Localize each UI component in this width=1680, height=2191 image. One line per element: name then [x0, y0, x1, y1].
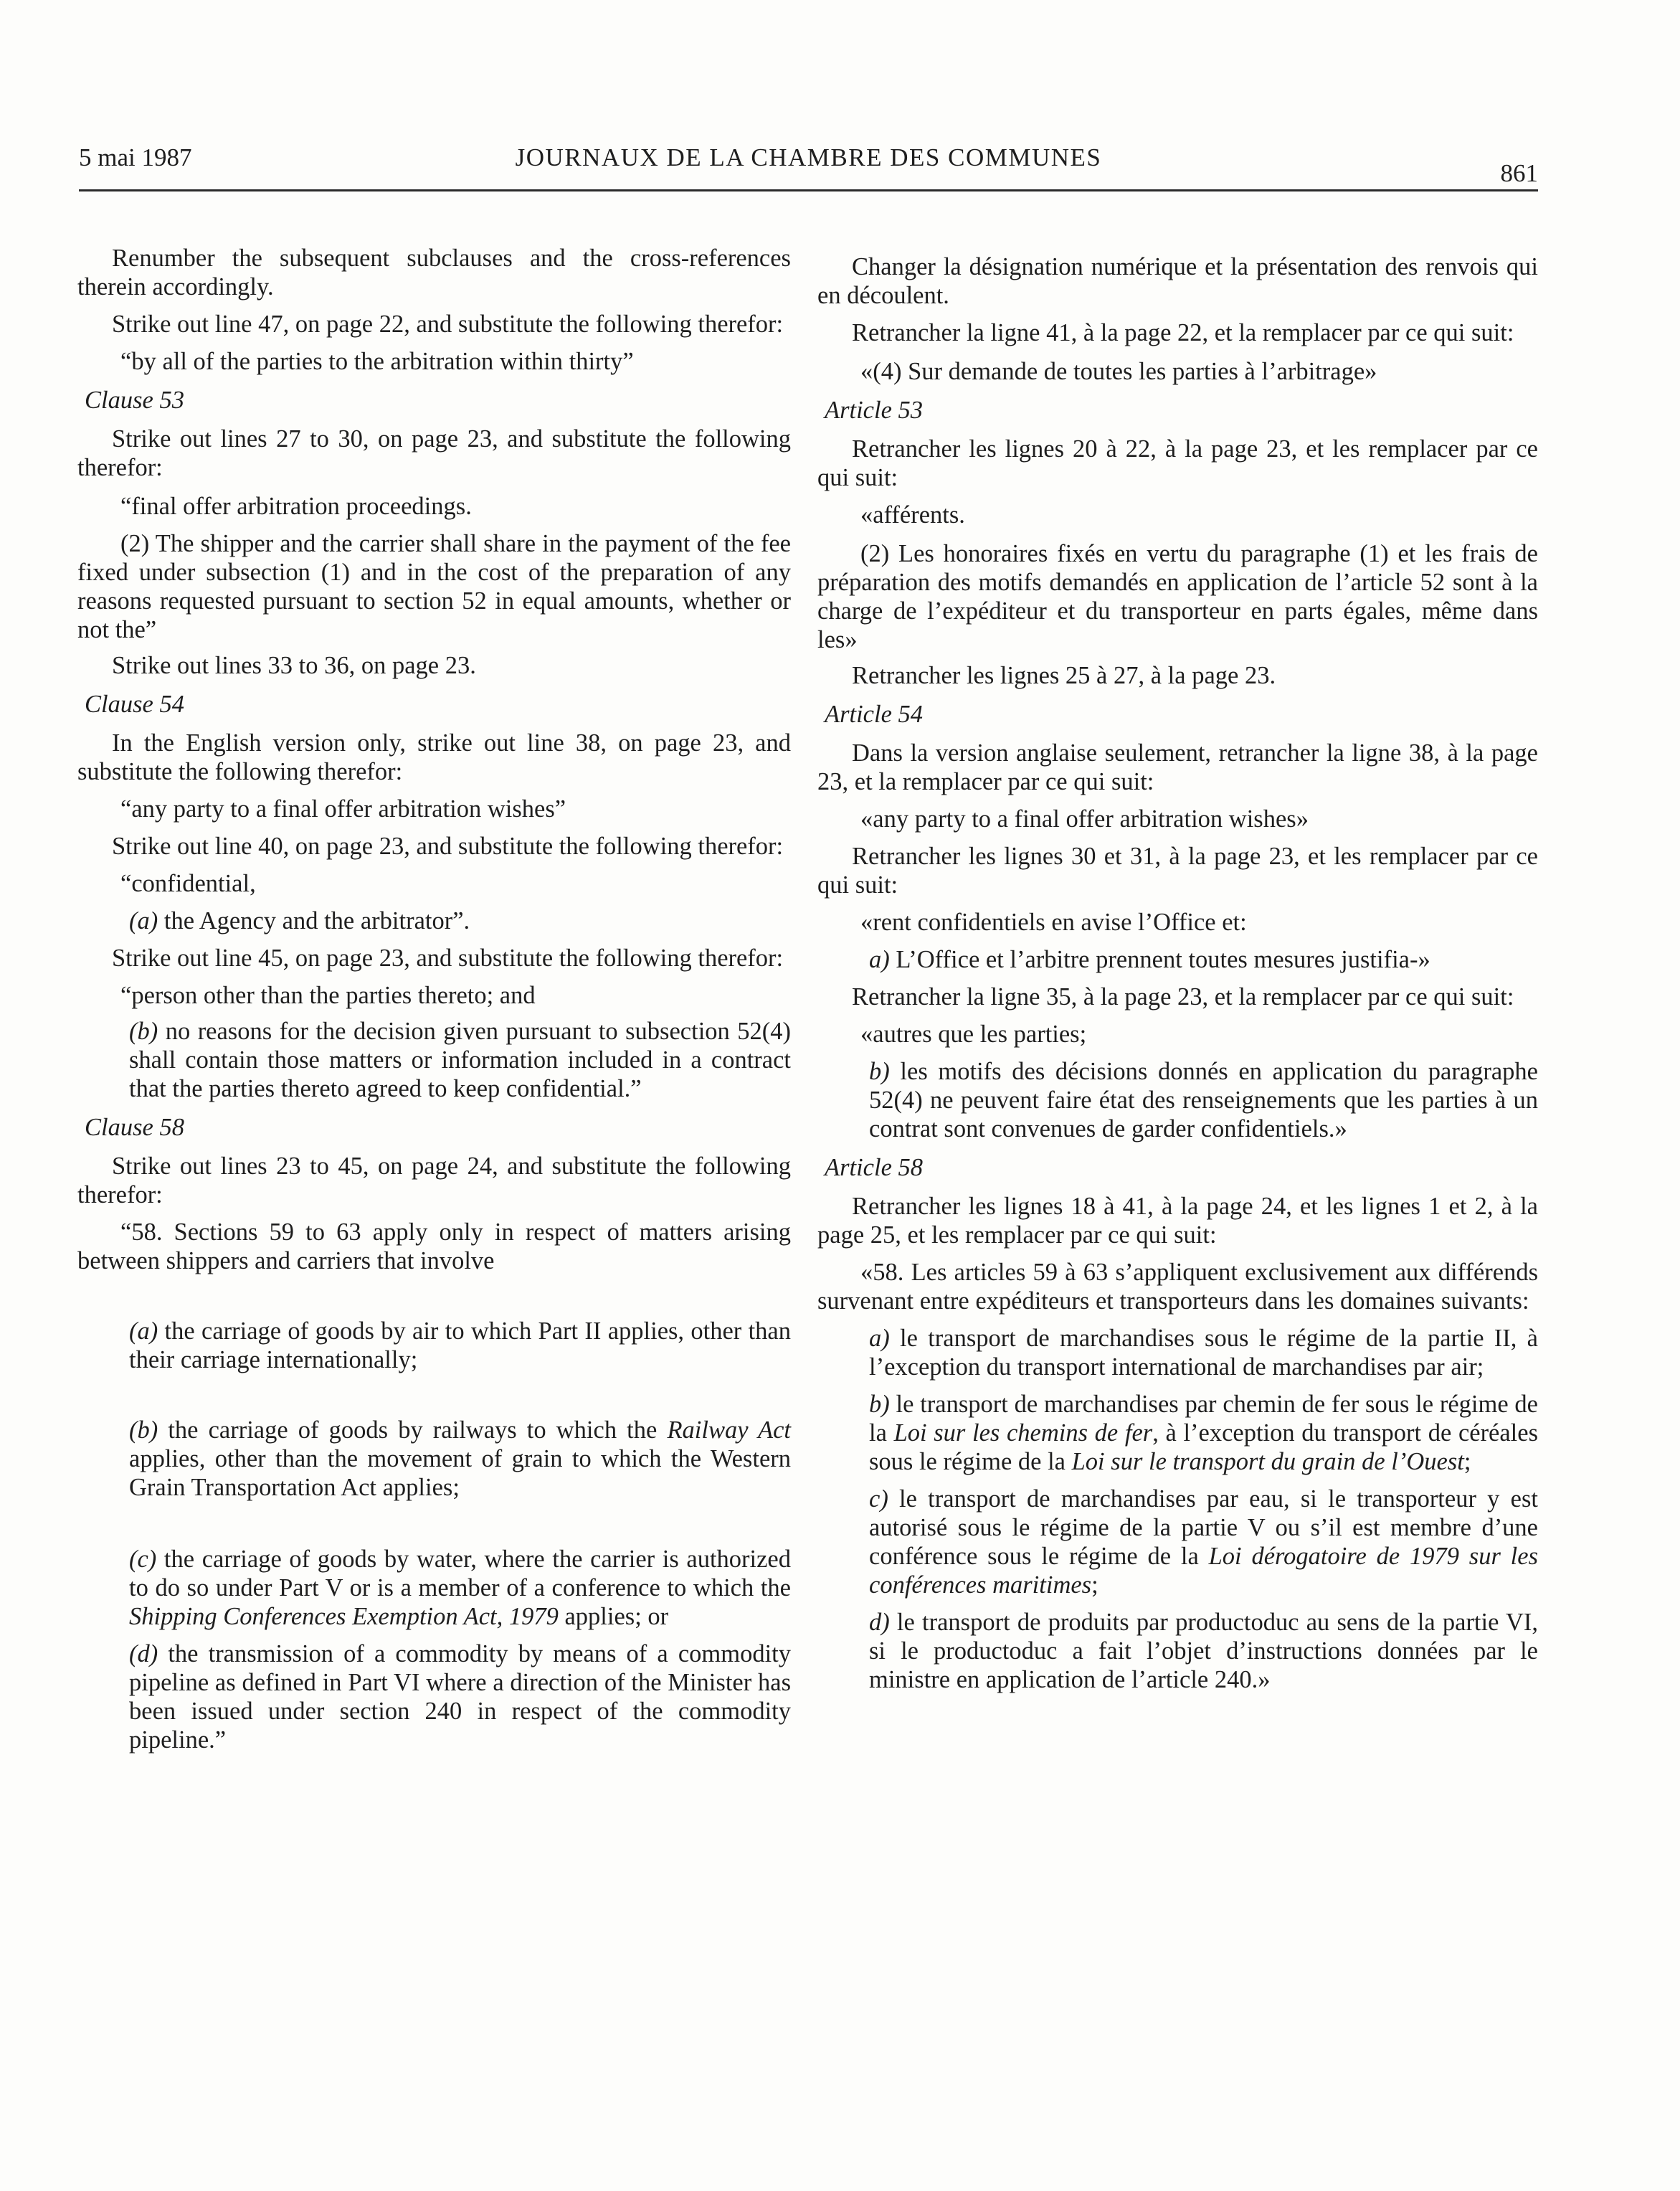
article-heading: Article 54 [825, 701, 924, 728]
paragraph: Strike out lines 23 to 45, on page 24, and substitute the following therefor: [77, 1153, 791, 1208]
header-rule [79, 189, 1538, 191]
item-mark: b) [869, 1391, 890, 1418]
item-text: the Agency and the arbitrator”. [158, 907, 470, 934]
paragraph-item [77, 1545, 791, 1631]
item-text: le transport de marchandises par chemin de fer sous le régime de la [869, 1391, 1538, 1447]
paragraph-item [77, 1017, 791, 1103]
item-text: ; [1463, 1448, 1471, 1475]
quoted-text: “any party to a final offer arbitration wishes” [120, 795, 566, 823]
act-title: Loi dérogatoire de 1979 sur les conférences maritimes [869, 1543, 1538, 1599]
article-heading: Article 58 [825, 1154, 924, 1181]
paragraph: Strike out line 40, on page 23, and substitute the following therefor: [112, 833, 784, 860]
item-text: le transport de produits par productoduc au sens de la partie VI, si le productoduc a fait l’objet d’instructions données par le ministre en application de l’article 240.» [869, 1609, 1538, 1693]
item-text: the carriage of goods by air to which Part II applies, other than their carriage internationally; [129, 1317, 791, 1373]
act-title: Loi sur le transport du grain de l’Ouest [1071, 1448, 1464, 1475]
paragraph-item [77, 907, 791, 935]
item-text: ; [1091, 1571, 1098, 1599]
clause-heading: Clause 54 [85, 691, 184, 718]
item-mark: b) [869, 1058, 890, 1085]
item-text: applies, other than the movement of grain to which the Western Grain Transportation Act applies; [129, 1445, 791, 1501]
quoted-text: «rent confidentiels en avise l’Office et: [860, 909, 1247, 936]
item-text: le transport de marchandises sous le régime de la partie II, à l’exception du transport international de marchandises par air; [869, 1325, 1538, 1381]
act-title: Shipping Conferences Exemption Act, 1979 [129, 1603, 559, 1630]
quoted-text: «afférents. [860, 501, 965, 529]
paragraph-item [77, 1639, 791, 1754]
quoted-text: «any party to a final offer arbitration wishes» [860, 805, 1309, 833]
paragraph: Strike out line 45, on page 23, and substitute the following therefor: [112, 945, 784, 972]
quoted-text: “by all of the parties to the arbitration within thirty” [120, 348, 634, 375]
item-text: applies; or [558, 1603, 669, 1630]
item-mark: (b) [129, 1416, 158, 1444]
paragraph: Strike out line 47, on page 22, and substitute the following therefor: [112, 311, 784, 338]
item-text: , à l’exception du transport de céréales sous le régime de la [869, 1419, 1539, 1475]
paragraph: Retrancher les lignes 25 à 27, à la page 23. [852, 662, 1276, 689]
header-journal-title: JOURNAUX DE LA CHAMBRE DES COMMUNES [515, 143, 1102, 171]
paragraph: Dans la version anglaise seulement, retrancher la ligne 38, à la page 23, et la remplacer par ce qui suit: [817, 739, 1538, 795]
page-header [79, 143, 1538, 192]
item-mark: (c) [129, 1546, 157, 1573]
quoted-text: “confidential, [120, 870, 256, 897]
header-date: 5 mai 1987 [79, 143, 192, 171]
item-text: les motifs des décisions donnés en application du paragraphe 52(4) ne peuvent faire état des renseignements que les parties à un contrat sont convenues de garder confidentiels.» [869, 1058, 1538, 1142]
item-text: the carriage of goods by railways to which the [158, 1416, 668, 1444]
english-column [77, 244, 791, 1754]
quoted-text: “final offer arbitration proceedings. [120, 493, 472, 520]
item-mark: (a) [129, 907, 158, 934]
paragraph-item [817, 945, 1538, 974]
quoted-text: «autres que les parties; [860, 1021, 1087, 1048]
item-text: le transport de marchandises par eau, si le transporteur y est autorisé sous le régime de la partie V ou s’il est membre d’une conférence sous le régime de la [869, 1485, 1538, 1570]
item-text: the carriage of goods by water, where the carrier is authorized to do so under Part V or is a member of a conference to which the [129, 1546, 791, 1601]
item-mark: c) [869, 1485, 888, 1513]
page-number: 861 [1500, 159, 1538, 187]
paragraph-item [77, 1416, 791, 1502]
item-text: L’Office et l’arbitre prennent toutes mesures justifia-» [889, 946, 1430, 973]
paragraph-item [817, 1485, 1538, 1599]
paragraph-item [817, 1390, 1538, 1476]
item-text: no reasons for the decision given pursuant to subsection 52(4) shall contain those matters or information included in a contract that the parties thereto agreed to keep confidential.” [129, 1018, 791, 1102]
paragraph-item [817, 1324, 1538, 1381]
paragraph: Strike out lines 33 to 36, on page 23. [112, 652, 476, 679]
item-text: the transmission of a commodity by means of a commodity pipeline as defined in Part VI where a direction of the Minister has been issued under section 240 in respect of the commodity pipeline.” [129, 1640, 791, 1754]
item-mark: a) [869, 1325, 890, 1352]
paragraph-item [77, 1317, 791, 1374]
article-heading: Article 53 [825, 397, 924, 424]
quoted-text: “58. Sections 59 to 63 apply only in respect of matters arising between shippers and carriers that involve [77, 1218, 791, 1274]
paragraph: Retrancher les lignes 30 et 31, à la page 23, et les remplacer par ce qui suit: [817, 843, 1538, 899]
paragraph: Retrancher les lignes 18 à 41, à la page 24, et les lignes 1 et 2, à la page 25, et les remplacer par ce qui suit: [817, 1193, 1538, 1249]
clause-heading: Clause 58 [85, 1114, 184, 1141]
paragraph: In the English version only, strike out line 38, on page 23, and substitute the following therefor: [77, 729, 791, 785]
item-mark: a) [869, 946, 890, 973]
paragraph-item [817, 1608, 1538, 1694]
act-title: Railway Act [667, 1416, 791, 1444]
item-mark: d) [869, 1609, 890, 1636]
paragraph: Retrancher la ligne 41, à la page 22, et la remplacer par ce qui suit: [852, 319, 1514, 346]
french-column [817, 252, 1538, 1694]
paragraph: Strike out lines 27 to 30, on page 23, and substitute the following therefor: [77, 425, 791, 481]
item-mark: (a) [129, 1317, 158, 1345]
quoted-text: «(4) Sur demande de toutes les parties à l’arbitrage» [860, 358, 1377, 385]
paragraph-item [817, 1057, 1538, 1143]
paragraph: Changer la désignation numérique et la présentation des renvois qui en découlent. [817, 253, 1538, 309]
quoted-text: «58. Les articles 59 à 63 s’appliquent exclusivement aux différends survenant entre expéditeurs et transporteurs dans les domaines suivants: [817, 1259, 1538, 1315]
act-title: Loi sur les chemins de fer [893, 1419, 1153, 1447]
quoted-text: (2) Les honoraires fixés en vertu du paragraphe (1) et les frais de préparation des motifs demandés en application de l’article 52 sont à la charge de l’expéditeur et du transporteur en parts égales, même dans les» [817, 540, 1538, 653]
paragraph: Retrancher les lignes 20 à 22, à la page 23, et les remplacer par ce qui suit: [817, 435, 1538, 491]
item-mark: (b) [129, 1018, 158, 1045]
item-mark: (d) [129, 1640, 158, 1667]
paragraph: Renumber the subsequent subclauses and the cross-references therein accordingly. [77, 245, 791, 301]
paragraph: Retrancher la ligne 35, à la page 23, et la remplacer par ce qui suit: [852, 983, 1514, 1011]
quoted-text: (2) The shipper and the carrier shall share in the payment of the fee fixed under subsection (1) and in the cost of the preparation of any reasons requested pursuant to section 52 in equal amounts, whether or not the” [77, 530, 791, 643]
clause-heading: Clause 53 [85, 387, 184, 414]
quoted-text: “person other than the parties thereto; and [120, 982, 536, 1009]
